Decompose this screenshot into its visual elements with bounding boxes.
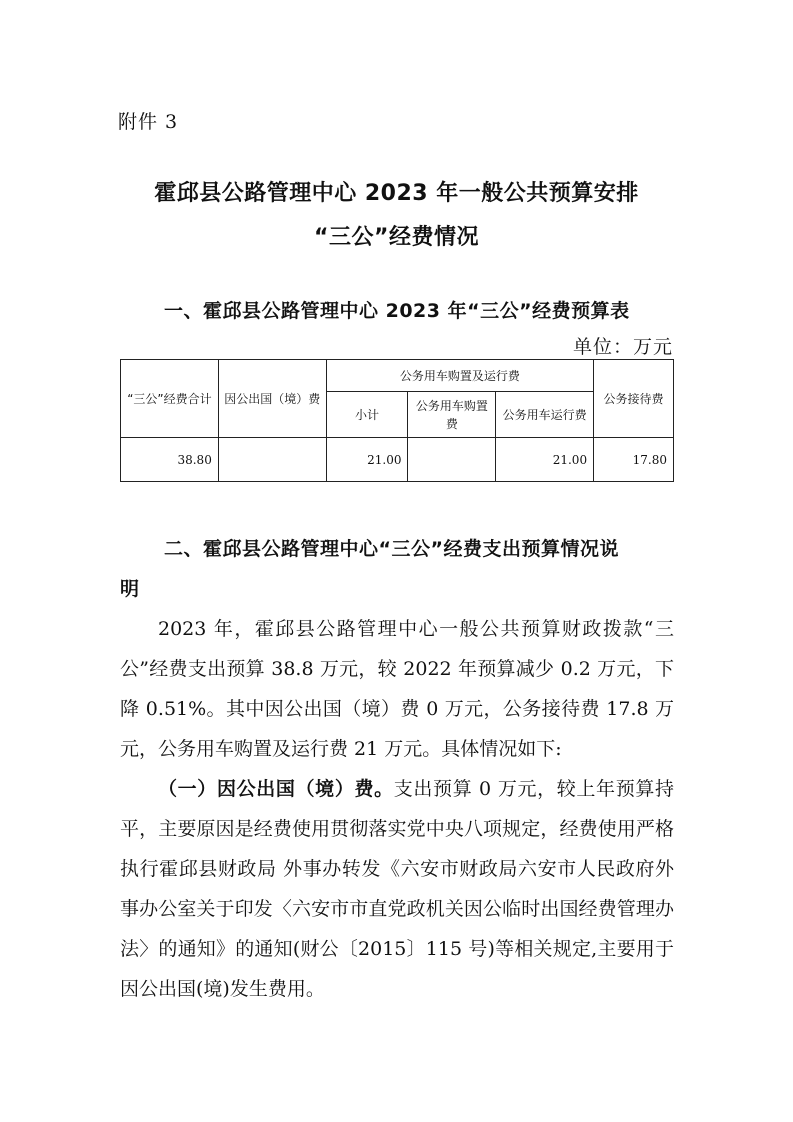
header-reception: 公务接待费: [594, 360, 674, 438]
header-vehicle-group: 公务用车购置及运行费: [326, 360, 593, 392]
cell-reception: 17.80: [594, 438, 674, 482]
header-vehicle-purchase: 公务用车购置费: [408, 392, 496, 438]
budget-table: [120, 359, 674, 482]
header-vehicle-operation: 公务用车运行费: [496, 392, 594, 438]
document-title-line1: 霍邱县公路管理中心 2023 年一般公共预算安排: [154, 181, 639, 206]
paragraph-abroad-lead: （一）因公出国（境）费。: [158, 778, 394, 800]
cell-vehicle-subtotal: 21.00: [326, 438, 408, 482]
cell-vehicle-operation: 21.00: [496, 438, 594, 482]
cell-total: 38.80: [121, 438, 219, 482]
section2-heading-line1: 二、霍邱县公路管理中心“三公”经费支出预算情况说: [164, 538, 619, 560]
paragraph-abroad: [120, 769, 674, 1009]
cell-abroad: [218, 438, 326, 482]
section1-heading: 一、霍邱县公路管理中心 2023 年“三公”经费预算表: [164, 300, 630, 322]
header-abroad: 因公出国（境）费: [218, 360, 326, 438]
cell-vehicle-purchase: [408, 438, 496, 482]
attachment-label: 附件 3: [118, 111, 179, 133]
document-title-line2: “三公”经费情况: [314, 225, 479, 250]
unit-label: 单位：万元: [572, 336, 673, 358]
table-header-row: [121, 360, 674, 392]
paragraph-summary: 2023 年，霍邱县公路管理中心一般公共预算财政拨款“三公”经费支出预算 38.8 万元，较 2022 年预算减少 0.2 万元，下降 0.51%。其中因公出国（境）费 0 万元，公务接待费 17.8 万元，公务用车购置及运行费 21 万元。具体情况如下:: [120, 618, 674, 760]
header-total: “三公”经费合计: [121, 360, 219, 438]
header-vehicle-subtotal: 小计: [326, 392, 408, 438]
paragraph-abroad-text: 支出预算 0 万元，较上年预算持平，主要原因是经费使用贯彻落实党中央八项规定，经费使用严格执行霍邱县财政局 外事办转发《六安市财政局六安市人民政府外事办公室关于印发〈六安市市直党政机关因公临时出国经费管理办法〉的通知》的通知(财公〔2015〕115 号)等相关规定,主要用于因公出国(境)发生费用。: [120, 778, 674, 1000]
section2-heading-line2: 明: [120, 578, 140, 600]
table-row: [121, 438, 674, 482]
